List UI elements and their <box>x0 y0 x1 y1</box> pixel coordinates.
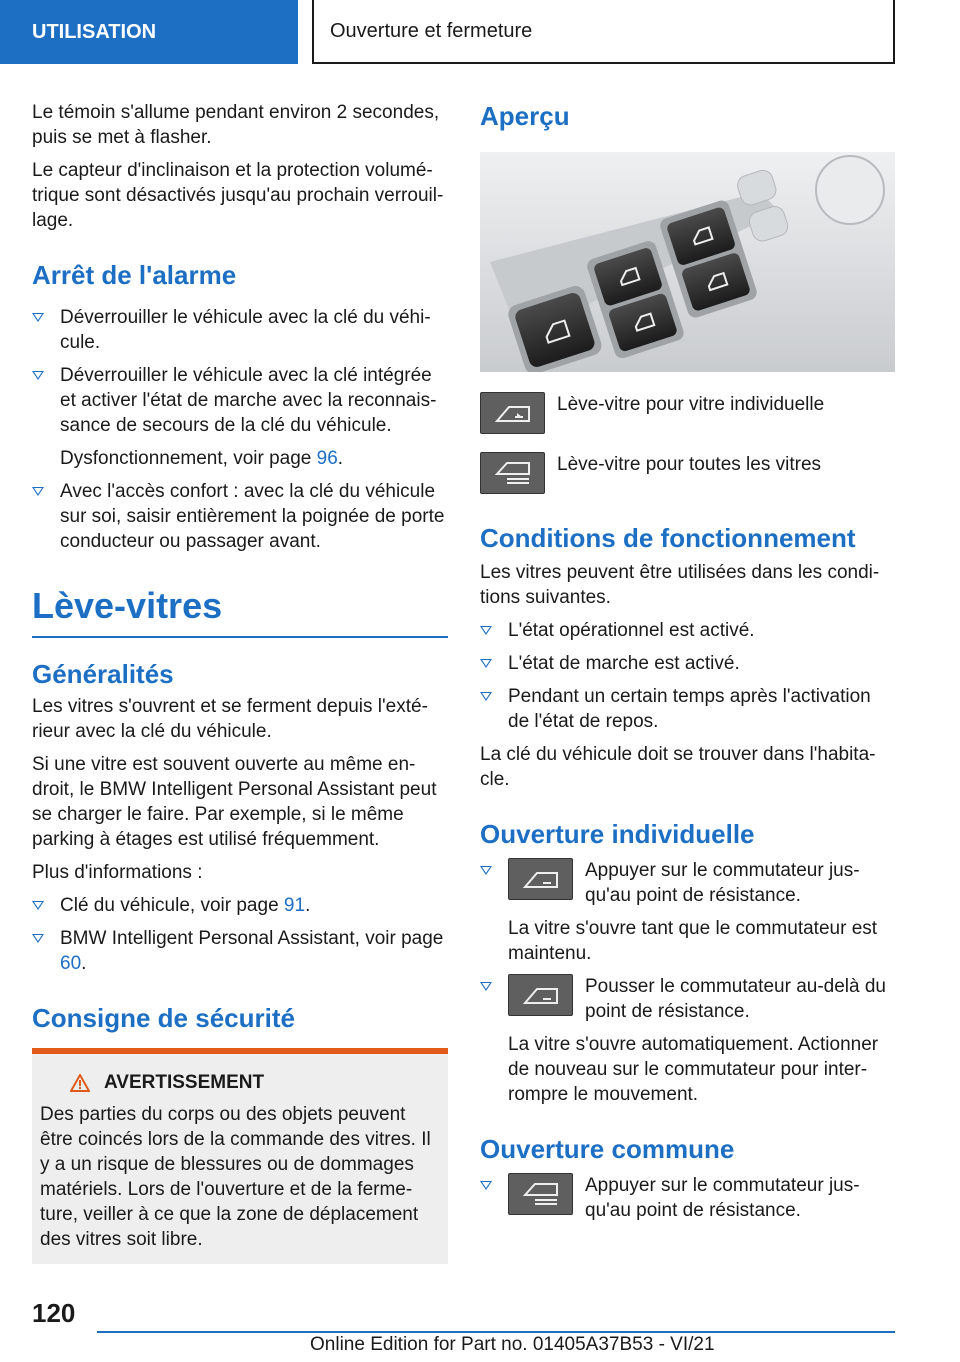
heading-consigne-securite: Consigne de sécurité <box>32 1003 295 1033</box>
list-item: Pousser le commutateur au-delà du point de résistance. <box>480 974 895 1024</box>
section-label: UTILISATION <box>32 20 157 43</box>
page-number: 120 <box>32 1298 76 1328</box>
left-column <box>32 100 448 1264</box>
warning-box <box>32 1048 448 1264</box>
footer-edition: Online Edition for Part no. 01405A37B53 - VI/21 <box>310 1334 715 1355</box>
bullet-triangle-icon <box>32 313 44 322</box>
bullet-triangle-icon <box>480 659 492 668</box>
heading-conditions: Conditions de fonctionnement <box>480 523 856 553</box>
legend-row-single <box>480 392 895 434</box>
heading-apercu: Aperçu <box>480 101 570 131</box>
dysfonction-ref: Dysfonctionnement, voir page 96. <box>60 448 344 469</box>
page-link-60[interactable]: 60 <box>60 953 82 974</box>
page-link-91[interactable]: 91 <box>283 895 306 916</box>
legend-row-all <box>480 452 895 494</box>
chapter-title-box <box>312 0 895 64</box>
single-window-icon <box>508 858 573 900</box>
bullet-triangle-icon <box>480 626 492 635</box>
conditions-intro: Les vitres peuvent être utilisées dans les conditions suivantes. <box>480 562 880 608</box>
warning-text: Des parties du corps ou des objets peuvent être coincés lors de la commande des vitres. Il y a un risque de blessures ou de dommages matériels. Lors de l'ouverture et de la fermeture, veiller à ce que la zone de déplacement des vitres soit libre. <box>40 1104 431 1250</box>
bullet-triangle-icon <box>480 866 492 875</box>
page-link-96[interactable]: 96 <box>316 448 338 469</box>
list-item: Appuyer sur le commutateur jusqu'au point de résistance. <box>480 858 895 908</box>
arret-list-2 <box>32 479 448 554</box>
bullet-triangle-icon <box>32 901 44 910</box>
bullet-triangle-icon <box>480 692 492 701</box>
right-column <box>480 100 895 1231</box>
bullet-triangle-icon <box>32 934 44 943</box>
list-item: Pendant un certain temps après l'activation de l'état de repos. <box>480 684 895 734</box>
list-item: L'état opérationnel est activé. <box>480 618 895 643</box>
plus-info-label: Plus d'informations : <box>32 862 203 883</box>
bullet-triangle-icon <box>32 487 44 496</box>
warning-header <box>40 1072 440 1094</box>
all-windows-icon <box>480 452 545 494</box>
list-item: L'état de marche est activé. <box>480 651 895 676</box>
heading-ouverture-individuelle: Ouverture individuelle <box>480 819 755 849</box>
single-window-icon <box>480 392 545 434</box>
list-item: Appuyer sur le commutateur jusqu'au point de résistance. <box>480 1173 895 1223</box>
bullet-triangle-icon <box>480 982 492 991</box>
info-list <box>32 893 448 976</box>
individuelle-list <box>480 858 895 908</box>
window-switch-panel-image <box>480 152 895 372</box>
single-window-icon <box>508 974 573 1016</box>
warning-title: AVERTISSEMENT <box>104 1072 265 1093</box>
heading-leve-vitres: Lève-vitres <box>32 586 448 638</box>
heading-ouverture-commune: Ouverture commune <box>480 1134 735 1164</box>
heading-generalites: Généralités <box>32 659 174 689</box>
commune-list <box>480 1173 895 1223</box>
footer-divider <box>97 1331 895 1333</box>
list-item: Avec l'accès confort : avec la clé du véhicule sur soi, saisir entièrement la poignée de porte conducteur ou passager avant. <box>32 479 448 554</box>
bullet-triangle-icon <box>480 1181 492 1190</box>
list-item: Déverrouiller le véhicule avec la clé du véhicule. <box>32 305 448 355</box>
legend-label-single: Lève-vitre pour vitre individuelle <box>557 394 825 415</box>
intro-paragraph-1: Le témoin s'allume pendant environ 2 secondes, puis se met à flasher. <box>32 102 440 148</box>
generalites-paragraph-2: Si une vitre est souvent ouverte au même endroit, le BMW Intelligent Personal Assistant peut se charger le faire. Par exemple, si le même parking à étages est utilisé fréquemment. <box>32 754 437 850</box>
generalites-paragraph-1: Les vitres s'ouvrent et se ferment depuis l'extérieur avec la clé du véhicule. <box>32 696 428 742</box>
arret-list <box>32 305 448 438</box>
bullet-triangle-icon <box>32 371 44 380</box>
list-item: Déverrouiller le véhicule avec la clé intégrée et activer l'état de marche avec la reconnaissance de secours de la clé du véhicule. <box>32 363 448 438</box>
individuelle-sub-2: La vitre s'ouvre automatiquement. Actionner de nouveau sur le commutateur pour interrompre le mouvement. <box>508 1034 879 1105</box>
section-tab <box>0 0 298 64</box>
all-windows-icon <box>508 1173 573 1215</box>
window-switch-photo <box>480 152 895 372</box>
list-item: BMW Intelligent Personal Assistant, voir page 60. <box>32 926 448 976</box>
legend-label-all: Lève-vitre pour toutes les vitres <box>557 454 822 475</box>
intro-paragraph-2: Le capteur d'inclinaison et la protection volumétrique sont désactivés jusqu'au prochain verrouillage. <box>32 160 444 231</box>
conditions-outro: La clé du véhicule doit se trouver dans l'habitacle. <box>480 744 876 790</box>
conditions-list <box>480 618 895 734</box>
heading-arret-alarme: Arrêt de l'alarme <box>32 260 237 290</box>
chapter-title: Ouverture et fermeture <box>330 19 533 42</box>
individuelle-list-2 <box>480 974 895 1024</box>
individuelle-sub-1: La vitre s'ouvre tant que le commutateur est maintenu. <box>508 918 878 964</box>
list-item: Clé du véhicule, voir page 91. <box>32 893 448 918</box>
warning-triangle-icon <box>70 1074 90 1092</box>
